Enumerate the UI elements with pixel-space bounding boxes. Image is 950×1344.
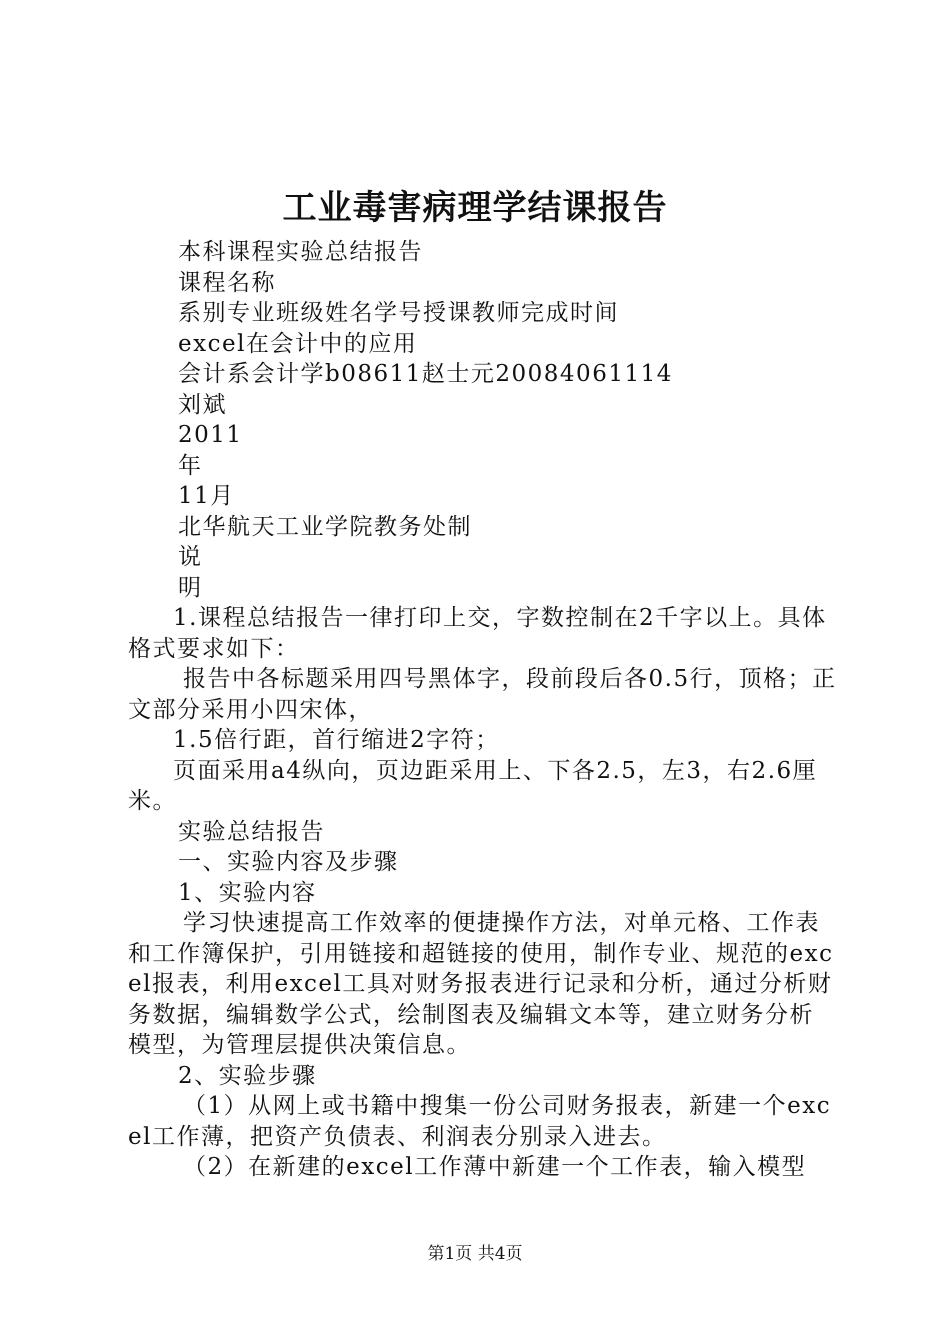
- body-line: 课程名称: [178, 269, 276, 296]
- body-line: 2011: [178, 422, 243, 448]
- body-line: 明: [178, 574, 203, 601]
- section-heading: 实验总结报告: [178, 818, 325, 845]
- section-heading: 一、实验内容及步骤: [178, 849, 399, 875]
- document-body: [128, 237, 838, 1183]
- body-line: excel在会计中的应用: [178, 330, 418, 357]
- body-paragraph: 页面采用a4纵向，页边距采用上、下各2.5，左3，右2.6厘米。: [128, 757, 818, 814]
- body-paragraph: 学习快速提高工作效率的便捷操作方法，对单元格、工作表和工作簿保护，引用链接和超链接的使用，制作专业、规范的excel报表，利用excel工具对财务报表进行记录和分析，通过分析财务数据，编辑数学公式，绘制图表及编辑文本等，建立财务分析模型，为管理层提供决策信息。: [128, 910, 834, 1058]
- body-line: 刘斌: [178, 391, 227, 418]
- document-title: 工业毒害病理学结课报告: [282, 188, 668, 228]
- body-paragraph: 报告中各标题采用四号黑体字，段前段后各0.5行，顶格；正文部分采用小四宋体，: [128, 666, 837, 723]
- body-paragraph: （2）在新建的excel工作薄中新建一个工作表，输入模型: [183, 1154, 807, 1180]
- body-line: 北华航天工业学院教务处制: [178, 513, 472, 540]
- page-footer: 第1页 共4页: [427, 1244, 523, 1264]
- body-line: 会计系会计学b08611赵士元20084061114: [178, 361, 673, 387]
- body-line: 11月: [178, 483, 235, 509]
- body-line: 1.5倍行距，首行缩进2字符；: [173, 727, 500, 753]
- body-paragraph: 1.课程总结报告一律打印上交，字数控制在2千字以上。具体格式要求如下：: [128, 605, 827, 662]
- body-line: 本科课程实验总结报告: [178, 239, 423, 265]
- section-heading: 1、实验内容: [178, 879, 317, 906]
- body-line: 年: [178, 452, 203, 479]
- body-line: 系别专业班级姓名学号授课教师完成时间: [178, 300, 619, 326]
- body-line: 说: [178, 544, 203, 570]
- section-heading: 2、实验步骤: [178, 1062, 317, 1089]
- body-paragraph: （1）从网上或书籍中搜集一份公司财务报表，新建一个excel工作薄，把资产负债表、利润表分别录入进去。: [128, 1093, 832, 1150]
